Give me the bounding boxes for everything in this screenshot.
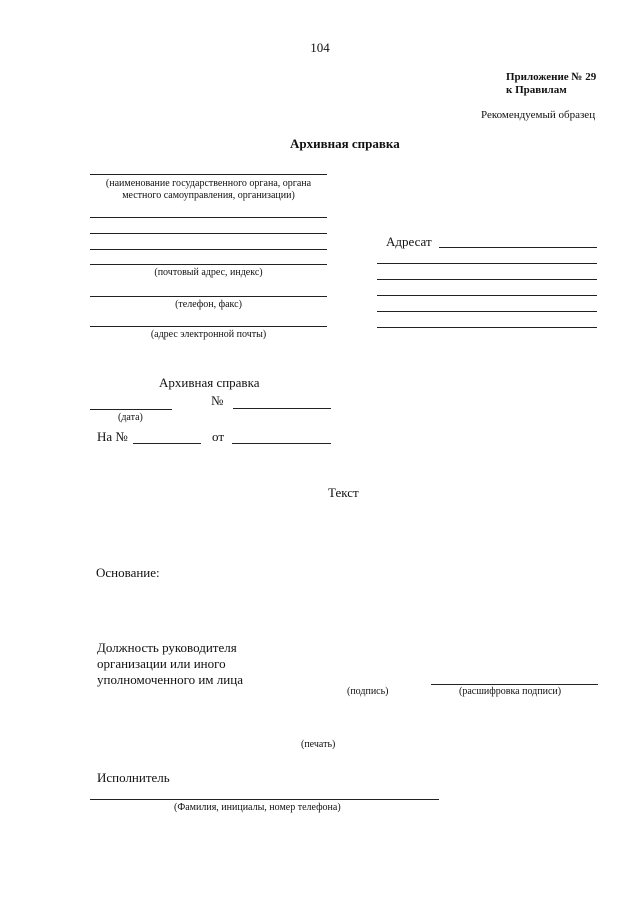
number-sign: № (211, 393, 224, 408)
signatory-position-3: уполномоченного им лица (97, 672, 243, 687)
email-line (90, 326, 327, 327)
phone-line (90, 296, 327, 297)
executor-line (90, 799, 439, 800)
org-name-caption-2: местного самоуправления, организации) (122, 190, 295, 201)
from-date-line (232, 443, 331, 444)
phone-caption: (телефон, факс) (175, 299, 242, 310)
signatory-position-2: организации или иного (97, 656, 226, 671)
addressee-label: Адресат (386, 234, 432, 249)
addressee-line-1 (439, 247, 597, 248)
postal-address-caption: (почтовый адрес, индекс) (154, 267, 263, 278)
from-label: от (212, 429, 225, 444)
sender-line-2 (90, 233, 327, 234)
addressee-line-4 (377, 295, 597, 296)
date-caption: (дата) (118, 412, 143, 423)
on-number-label: На № (97, 429, 128, 444)
addressee-line-5 (377, 311, 597, 312)
addressee-line-3 (377, 279, 597, 280)
email-caption: (адрес электронной почты) (150, 329, 267, 340)
reference-title: Архивная справка (159, 375, 260, 390)
page-number: 104 (310, 40, 330, 55)
on-number-line (133, 443, 201, 444)
document-title: Архивная справка (290, 136, 400, 151)
addressee-line-2 (377, 263, 597, 264)
org-name-caption-1: (наименование государственного органа, органа (105, 178, 312, 189)
appendix-subtitle: к Правилам (506, 84, 567, 96)
postal-address-line (90, 264, 327, 265)
org-name-line (90, 174, 327, 175)
addressee-line-6 (377, 327, 597, 328)
appendix-title: Приложение № 29 (506, 71, 597, 83)
signature-caption: (подпись) (347, 686, 389, 697)
reference-number-line (233, 408, 331, 409)
signature-decoding-line (431, 684, 598, 685)
executor-label: Исполнитель (97, 770, 170, 785)
executor-caption: (Фамилия, инициалы, номер телефона) (174, 802, 341, 813)
basis-label: Основание: (96, 565, 160, 580)
signatory-position-1: Должность руководителя (97, 640, 237, 655)
sender-line-1 (90, 217, 327, 218)
signature-decoding-caption: (расшифровка подписи) (459, 686, 562, 697)
body-text: Текст (328, 485, 359, 500)
seal-caption: (печать) (301, 739, 336, 750)
date-line (90, 409, 172, 410)
recommended-sample-label: Рекомендуемый образец (481, 109, 596, 121)
sender-line-3 (90, 249, 327, 250)
